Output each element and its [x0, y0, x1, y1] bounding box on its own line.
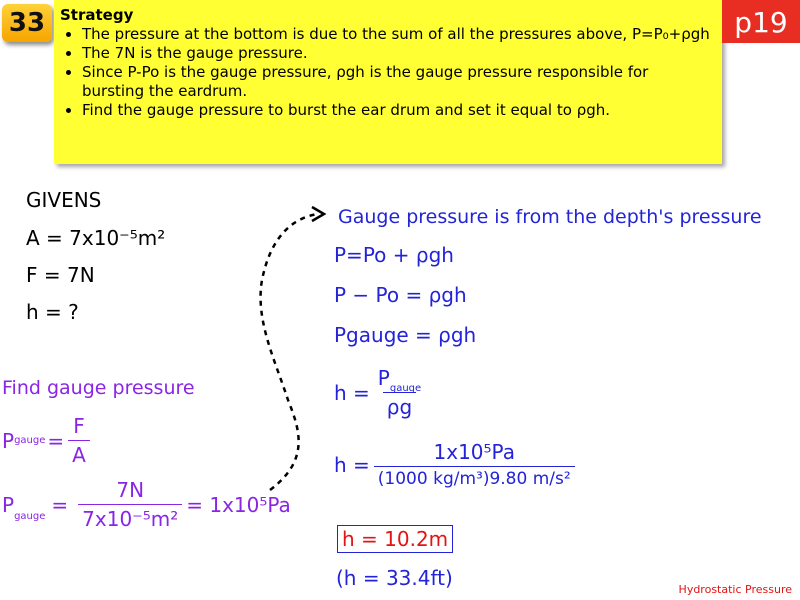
frac-num-7n: 7N — [116, 478, 145, 502]
h-equals: h = — [334, 380, 370, 405]
strategy-title: Strategy — [60, 6, 134, 24]
h-solve-equation — [334, 366, 429, 419]
given-force: F = 7N — [26, 263, 95, 287]
force-over-area-fraction — [78, 478, 182, 531]
gauge-result: = 1x10⁵Pa — [186, 492, 291, 517]
f-over-a-fraction — [68, 414, 90, 467]
given-area-text: A = 7x10⁻⁵m² — [26, 226, 166, 250]
h-numeric-equation — [334, 440, 579, 489]
page-number-badge: p19 — [722, 0, 800, 43]
strategy-box — [54, 0, 722, 164]
gauge-equation-2: P gauge = $\frac{7N}{\text{7x10⁻⁵m²}}$ = 1x10⁵Pa — [2, 478, 291, 531]
find-gauge-title: Find gauge pressure — [2, 377, 195, 399]
frac-den-rho-g: (1000 kg/m³)9.80 m/s² — [374, 466, 575, 489]
depth-eq-2: P − Po = ρgh — [334, 283, 467, 307]
strategy-bullet: • Since P-Po is the gauge pressure, ρgh is the gauge pressure responsible for bursting the eardrum. — [82, 63, 712, 101]
gauge-subscript: gauge — [389, 383, 422, 394]
givens-title: GIVENS — [26, 188, 102, 212]
dotted-arrow-icon — [250, 200, 340, 500]
depth-eq-3: Pgauge = ρgh — [334, 323, 477, 347]
given-height: h = ? — [26, 300, 79, 324]
frac-den-rhog: ρg — [383, 392, 416, 419]
gauge-subscript: gauge — [14, 511, 46, 522]
p-symbol: P — [2, 428, 15, 453]
given-area — [26, 226, 165, 250]
h-equals: h = — [334, 452, 370, 477]
frac-num-pgauge — [374, 366, 425, 392]
depth-eq-1: P=Po + ρgh — [334, 243, 454, 267]
gauge-equation-1: P gauge = $\frac{F}{A}$ — [2, 414, 94, 467]
p-symbol: P — [377, 366, 390, 390]
strategy-bullet: • Find the gauge pressure to burst the ear drum and set it equal to ρgh. — [82, 101, 712, 120]
strategy-bullet: • The 7N is the gauge pressure. — [82, 44, 712, 63]
frac-den-a: A — [68, 440, 90, 467]
answer-meters — [337, 527, 453, 551]
depth-title: Gauge pressure is from the depth's pressure — [338, 206, 762, 228]
frac-num-pressure: 1x10⁵Pa — [433, 440, 515, 464]
gauge-subscript: gauge — [14, 435, 46, 446]
frac-num-f: F — [73, 414, 85, 438]
p-symbol: P — [2, 492, 15, 517]
answer-feet: (h = 33.4ft) — [336, 566, 453, 590]
answer-box: h = 10.2m — [337, 525, 453, 553]
numeric-fraction — [374, 440, 575, 489]
frac-den-area: 7x10⁻⁵m² — [78, 504, 182, 531]
strategy-bullet: • The pressure at the bottom is due to the sum of all the pressures above, P=P₀+ρgh — [82, 25, 712, 44]
footer-topic: Hydrostatic Pressure — [678, 583, 792, 596]
pgauge-over-rhog-fraction — [374, 366, 425, 419]
slide-number-badge: 33 — [2, 4, 52, 42]
strategy-list — [60, 25, 712, 120]
